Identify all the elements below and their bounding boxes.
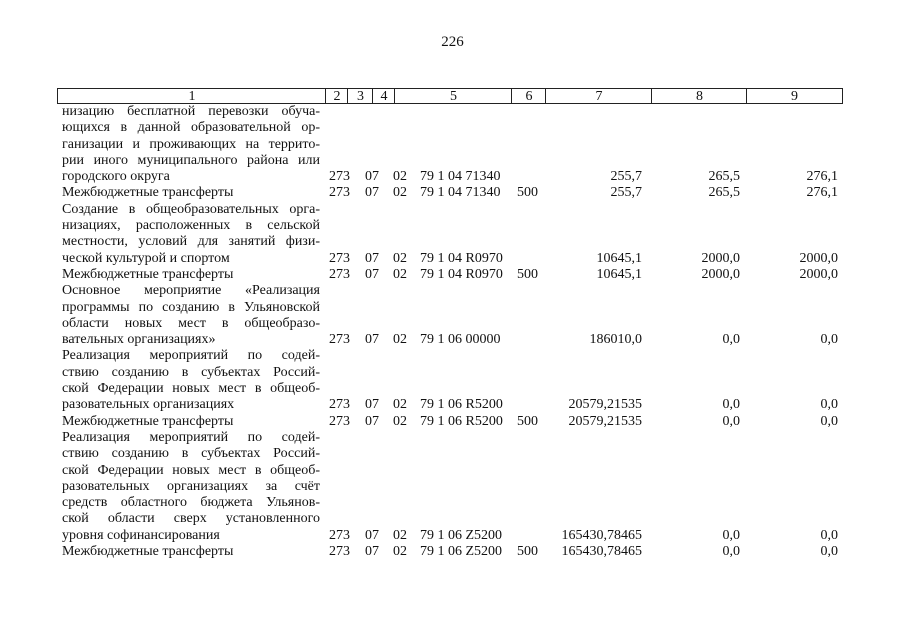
description-line: низациях, расположенных в сельской	[62, 218, 320, 234]
cell-col-3: 07	[365, 169, 379, 185]
description-line: ствию созданию в субъектах Россий-	[62, 446, 320, 462]
cell-col-6: 500	[517, 544, 538, 560]
description-line: ской Федерации новых мест в общеоб-	[62, 462, 320, 478]
table-row	[0, 414, 905, 430]
cell-col-7: 20579,21535	[568, 413, 642, 429]
table-row	[0, 267, 905, 283]
header-cell-3: 3	[347, 88, 373, 104]
table-row	[0, 348, 905, 413]
description-line: разовательных организациях	[62, 397, 235, 413]
description-line: городского округа	[62, 169, 170, 185]
cell-col-6: 500	[517, 185, 538, 201]
cell-col-9: 0,0	[820, 332, 838, 348]
header-cell-7: 7	[545, 88, 652, 104]
header-cell-6: 6	[511, 88, 546, 104]
cell-col-3: 07	[365, 266, 379, 282]
description-line: ганизации и проживающих на террито-	[62, 136, 320, 152]
cell-col-3: 07	[365, 332, 379, 348]
description-line: Реализация мероприятий по содей-	[62, 429, 320, 445]
cell-col-4: 02	[393, 169, 407, 185]
cell-col-8: 265,5	[708, 169, 740, 185]
description-line: ствию созданию в субъектах Россий-	[62, 364, 320, 380]
description-line: Межбюджетные трансферты	[62, 413, 234, 429]
table-row	[0, 185, 905, 201]
header-cell-1: 1	[57, 88, 326, 104]
cell-col-4: 02	[393, 332, 407, 348]
table-row	[0, 104, 905, 185]
description-line: местности, условий для занятий физи-	[62, 234, 320, 250]
cell-col-6: 500	[517, 413, 538, 429]
cell-col-8: 0,0	[722, 397, 740, 413]
cell-col-9: 0,0	[820, 413, 838, 429]
table-row	[0, 544, 905, 560]
cell-col-3: 07	[365, 544, 379, 560]
cell-col-9: 0,0	[820, 544, 838, 560]
cell-col-2: 273	[329, 266, 350, 282]
cell-col-2: 273	[329, 413, 350, 429]
description-line: ющихся в данной образовательной ор-	[62, 120, 320, 136]
cell-col-5: 79 1 04 R0970	[420, 266, 503, 282]
page-number: 226	[441, 34, 464, 50]
description-line: Межбюджетные трансферты	[62, 185, 234, 201]
cell-col-8: 0,0	[722, 332, 740, 348]
cell-col-7: 165430,78465	[561, 527, 642, 543]
cell-col-9: 2000,0	[799, 250, 838, 266]
cell-col-2: 273	[329, 397, 350, 413]
description-line: вательных организациях»	[62, 332, 216, 348]
cell-col-5: 79 1 04 R0970	[420, 250, 503, 266]
cell-col-7: 20579,21535	[568, 397, 642, 413]
cell-col-7: 186010,0	[589, 332, 642, 348]
header-cell-8: 8	[651, 88, 747, 104]
cell-col-3: 07	[365, 397, 379, 413]
description-line: низацию бесплатной перевозки обуча-	[62, 104, 320, 119]
description-line: Межбюджетные трансферты	[62, 544, 234, 560]
cell-col-6: 500	[517, 266, 538, 282]
description-line: разовательных организациях за счёт	[62, 478, 320, 494]
cell-col-2: 273	[329, 250, 350, 266]
cell-col-2: 273	[329, 185, 350, 201]
cell-col-7: 255,7	[610, 169, 642, 185]
description-line: программы по созданию в Ульяновской	[62, 299, 320, 315]
cell-col-5: 79 1 06 R5200	[420, 413, 503, 429]
cell-col-8: 2000,0	[701, 266, 740, 282]
cell-col-5: 79 1 06 00000	[420, 332, 501, 348]
description-line: уровня софинансирования	[62, 527, 220, 543]
cell-col-4: 02	[393, 413, 407, 429]
table-body	[0, 104, 905, 560]
cell-col-7: 10645,1	[596, 250, 642, 266]
description-line: ской области сверх установленного	[62, 511, 320, 527]
description-line: Основное мероприятие «Реализация	[62, 283, 320, 299]
cell-col-4: 02	[393, 185, 407, 201]
cell-col-8: 265,5	[708, 185, 740, 201]
description-line: Межбюджетные трансферты	[62, 266, 234, 282]
cell-col-2: 273	[329, 527, 350, 543]
description-line: средств областного бюджета Ульянов-	[62, 495, 320, 511]
header-cell-9: 9	[746, 88, 843, 104]
cell-col-5: 79 1 06 Z5200	[420, 544, 503, 560]
cell-col-8: 0,0	[722, 544, 740, 560]
table-row	[0, 202, 905, 267]
header-cell-4: 4	[372, 88, 395, 104]
cell-col-7: 165430,78465	[561, 544, 642, 560]
cell-col-3: 07	[365, 250, 379, 266]
cell-col-9: 0,0	[820, 397, 838, 413]
description-line: Создание в общеобразовательных орга-	[62, 201, 320, 217]
header-cell-5: 5	[394, 88, 512, 104]
description-line: ческой культурой и спортом	[62, 250, 230, 266]
description-line: области новых мест в общеобразо-	[62, 315, 320, 331]
cell-col-5: 79 1 06 Z5200	[420, 527, 503, 543]
header-cell-2: 2	[325, 88, 348, 104]
cell-col-4: 02	[393, 266, 407, 282]
cell-col-3: 07	[365, 413, 379, 429]
cell-col-9: 2000,0	[799, 266, 838, 282]
cell-col-5: 79 1 06 R5200	[420, 397, 503, 413]
cell-col-9: 276,1	[806, 185, 838, 201]
cell-col-8: 0,0	[722, 527, 740, 543]
cell-col-2: 273	[329, 544, 350, 560]
cell-col-7: 10645,1	[596, 266, 642, 282]
description-line: Реализация мероприятий по содей-	[62, 348, 320, 364]
cell-col-3: 07	[365, 527, 379, 543]
cell-col-3: 07	[365, 185, 379, 201]
cell-col-9: 276,1	[806, 169, 838, 185]
cell-col-8: 0,0	[722, 413, 740, 429]
table-row	[0, 283, 905, 348]
cell-col-4: 02	[393, 250, 407, 266]
cell-col-2: 273	[329, 169, 350, 185]
description-line: рии иного муниципального района или	[62, 152, 320, 168]
table-row	[0, 430, 905, 544]
cell-col-2: 273	[329, 332, 350, 348]
cell-col-9: 0,0	[820, 527, 838, 543]
cell-col-5: 79 1 04 71340	[420, 185, 501, 201]
cell-col-4: 02	[393, 544, 407, 560]
cell-col-4: 02	[393, 527, 407, 543]
cell-col-4: 02	[393, 397, 407, 413]
cell-col-7: 255,7	[610, 185, 642, 201]
description-line: ской Федерации новых мест в общеоб-	[62, 381, 320, 397]
cell-col-8: 2000,0	[701, 250, 740, 266]
cell-col-5: 79 1 04 71340	[420, 169, 501, 185]
